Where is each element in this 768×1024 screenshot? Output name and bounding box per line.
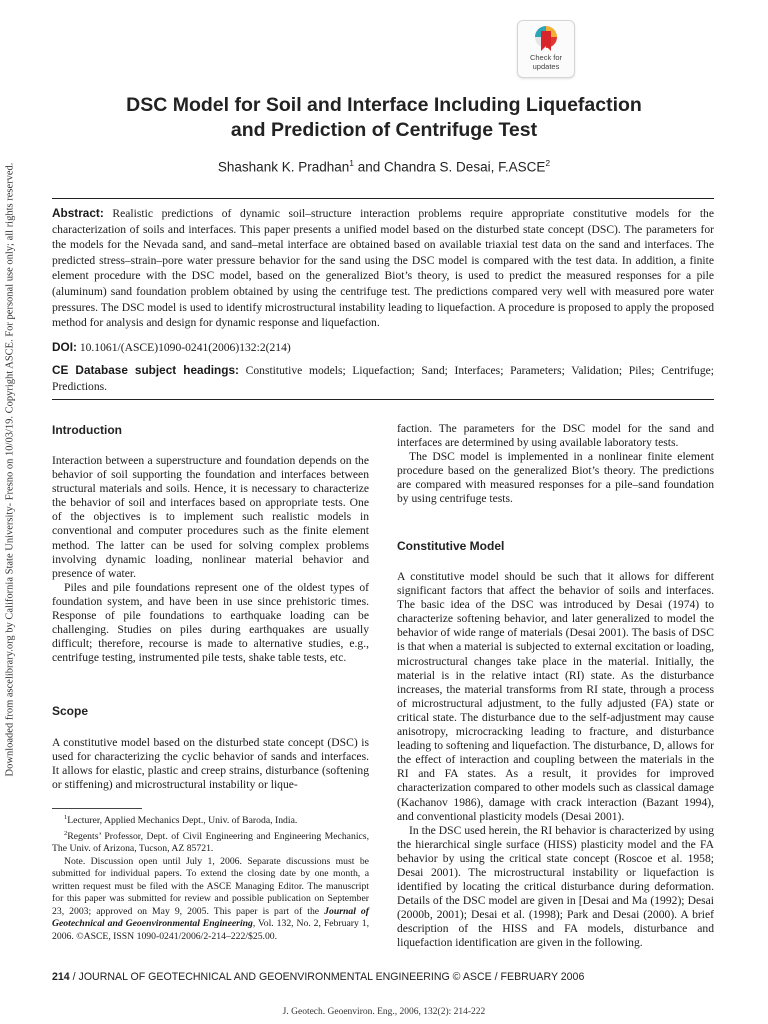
citation-line: J. Geotech. Geoenviron. Eng., 2006, 132(2): 214-222 — [282, 1007, 486, 1017]
constitutive-model-paragraph-1: A constitutive model should be such that it allows for different significant factors that affect the behavior of soils and interfaces. The basic idea of the DSC was introduced by Desai (1974) to characterize softening behavior, and later generalized to model the behavior of wide range of materials (Desai 2001). The basis of DSC is that when a material is subjected to external excitation or loading, microstructural changes take place in the material. Initially, the material is in the relative intact (RI) state. As the disturbance increases, the material transforms from RI state, through a process of microstructural adjustment, to the fully adjusted (FA) state or critical state. The disturbance due to the self-adjustment may cause anisotropy, microcracking leading to fracture, and disturbance leading to softening and liquefaction. The disturbance, D, allows for the effect of interaction and coupling between the materials in the RI and FA states. As a result, it provides for improved characterization compared to other models such as classical damage (Kachanov 1986), damage with crack interaction (Bazant 1994), and conventional plasticity models (Desai 2001). — [397, 570, 714, 823]
continued-paragraph: faction. The parameters for the DSC model for the sand and interfaces are determined by using available laboratory tests. — [397, 422, 714, 450]
author-1: Shashank K. Pradhan — [217, 159, 350, 175]
bookmark-ribbon-icon — [534, 25, 558, 53]
scope-paragraph-1: A constitutive model based on the disturbed state concept (DSC) is used for characterizing the cyclic behavior of sands and interfaces. It allows for elastic, plastic and creep strains, disturbance (softening or stiffening) and microstructural instability or lique- — [52, 736, 369, 792]
introduction-body — [52, 454, 369, 665]
discussion-note — [52, 856, 369, 944]
subject-headings — [52, 363, 714, 394]
discussion-note-text: Note. Discussion open until July 1, 2006. Separate discussions must be submitted for individual papers. To extend the closing date by one month, a written request must be filed with the ASCE Managing Editor. The manuscript for this paper was submitted for review and possible publication on September 23, 2003; approved on May 9, 2005. This paper is part of the — [52, 855, 369, 917]
footnote-2 — [52, 828, 369, 856]
introduction-paragraph-2: Piles and pile foundations represent one of the oldest types of foundation system, and have been in use since prehistoric times. Response of pile foundations to earthquake loading can be challenging. Studies on piles during earthquakes are usually difficult; therefore, recourse is made to alternative studies, e.g., centrifuge testing, instrumented pile tests, shake table tests, etc. — [52, 580, 369, 665]
footnote-1 — [52, 812, 369, 828]
discussion-note-tail: , Vol. 132, No. 2, February 1, 2006. ©ASCE, ISSN 1090-0241/2006/2-214–222/$25.00. — [52, 918, 369, 942]
journal-name: Journal of Geotechnical and Geoenvironmental Engineering — [52, 905, 369, 930]
abstract-top-rule — [52, 198, 714, 199]
footnote-1-mark: 1 — [64, 814, 68, 821]
author-2: Chandra S. Desai, F.ASCE — [384, 159, 546, 175]
abstract — [52, 206, 714, 331]
section-heading-constitutive-model: Constitutive Model — [397, 539, 505, 553]
running-footer: / JOURNAL OF GEOTECHNICAL AND GEOENVIRONMENTAL ENGINEERING © ASCE / FEBRUARY 2006 — [69, 971, 585, 983]
constitutive-model-body — [397, 570, 714, 951]
footnote-2-text: Regents’ Professor, Dept. of Civil Engineering and Engineering Mechanics, The Univ. of Arizona, Tucson, AZ 85721. — [52, 830, 369, 855]
author-2-affiliation-mark: 2 — [545, 158, 551, 168]
section-heading-scope: Scope — [52, 704, 89, 718]
title-line-1: DSC Model for Soil and Interface Including Liquefaction — [126, 94, 642, 116]
paper-title — [60, 93, 708, 143]
footnote-1-text: Lecturer, Applied Mechanics Dept., Univ. of Baroda, India. — [67, 815, 298, 827]
badge-label-line2: updates — [532, 62, 560, 71]
constitutive-model-paragraph-2: In the DSC used herein, the RI behavior is characterized by using the hierarchical single surface (HISS) plasticity model and the FA behavior by using the critical state concept (Roscoe et al. 1958; Desai 2001). The microstructural instability or liquefaction is identified by locating the critical disturbance during deformation. Details of the DSC model are given in [Desai and Ma (1992); Desai (2000b, 2001); Desai et al. (1998); Park and Desai (2000). A brief description of the HISS and FA models, disturbance and liquefaction identification are given in the following. — [397, 823, 714, 950]
page-footer — [52, 971, 714, 983]
abstract-text: Realistic predictions of dynamic soil–structure interaction problems require appropriate constitutive models for the characterization of soils and interfaces. This paper presents a unified model based on the disturbed state concept (DSC). The parameters for the models for the Nevada sand, and sand–metal interface are obtained based on available triaxial test data on the sand and interfaces. The predicted stress–strain–pore water pressure behavior for the sand using the DSC model is compared with the test data. In addition, a finite element procedure with the DSC model, based on the generalized Biot’s theory, is used to predict the measured responses for a pile (aluminum) sand foundation problem obtained by using the centrifuge test. The predictions compared very well with measured pore water pressures. The DSC model is used to identify microstructural instability leading to liquefaction. A procedure is proposed to apply the proposed method for analysis and design for dynamic response and liquefaction. — [52, 207, 714, 330]
download-watermark: Downloaded from ascelibrary.org by California State University- Fresno on 10/03/19. Copyright ASCE. For personal use only; all rights reserved. — [4, 162, 16, 777]
footnote-2-mark: 2 — [64, 829, 68, 837]
author-line — [60, 158, 708, 175]
doi-value[interactable]: 10.1061/(ASCE)1090-0241(2006)132:2(214) — [79, 341, 291, 354]
scope-body — [52, 736, 369, 792]
author-1-affiliation-mark: 1 — [349, 158, 354, 168]
abstract-bottom-rule — [52, 399, 714, 400]
doi-line — [52, 340, 714, 354]
right-column-intro-continuation — [397, 422, 714, 507]
subject-headings-text: Constitutive models; Liquefaction; Sand; Interfaces; Parameters; Validation; Piles; Centrifuge; Predictions. — [52, 364, 714, 393]
abstract-label: Abstract: — [52, 206, 104, 220]
check-for-updates-badge[interactable] — [517, 20, 575, 78]
footnote-rule — [52, 808, 142, 809]
subject-headings-label: CE Database subject headings: — [52, 363, 239, 377]
page-number: 214 — [52, 971, 70, 983]
doi-label: DOI: — [52, 340, 77, 354]
author-joiner: and — [353, 159, 385, 175]
section-heading-introduction: Introduction — [52, 423, 122, 437]
badge-label-line1: Check for — [529, 53, 563, 62]
title-line-2: and Prediction of Centrifuge Test — [230, 119, 538, 141]
introduction-paragraph-1: Interaction between a superstructure and foundation depends on the behavior of soil supporting the foundation and interfaces between structural materials and soils. Hence, it is necessary to characterize the behavior of soil and interfaces based on appropriate tests. One of the objectives is to implement such realistic models in conventional and computer procedures such as the finite element method. The latter can be used for solving complex problems involving dynamic loading, nonlinear material behavior and presence of water. — [52, 454, 369, 580]
implementation-paragraph: The DSC model is implemented in a nonlinear finite element procedure based on the generalized Biot’s theory. The predictions are compared with measured responses for a pile–sand foundation by using centrifuge tests. — [397, 450, 714, 506]
footnotes — [52, 812, 369, 943]
